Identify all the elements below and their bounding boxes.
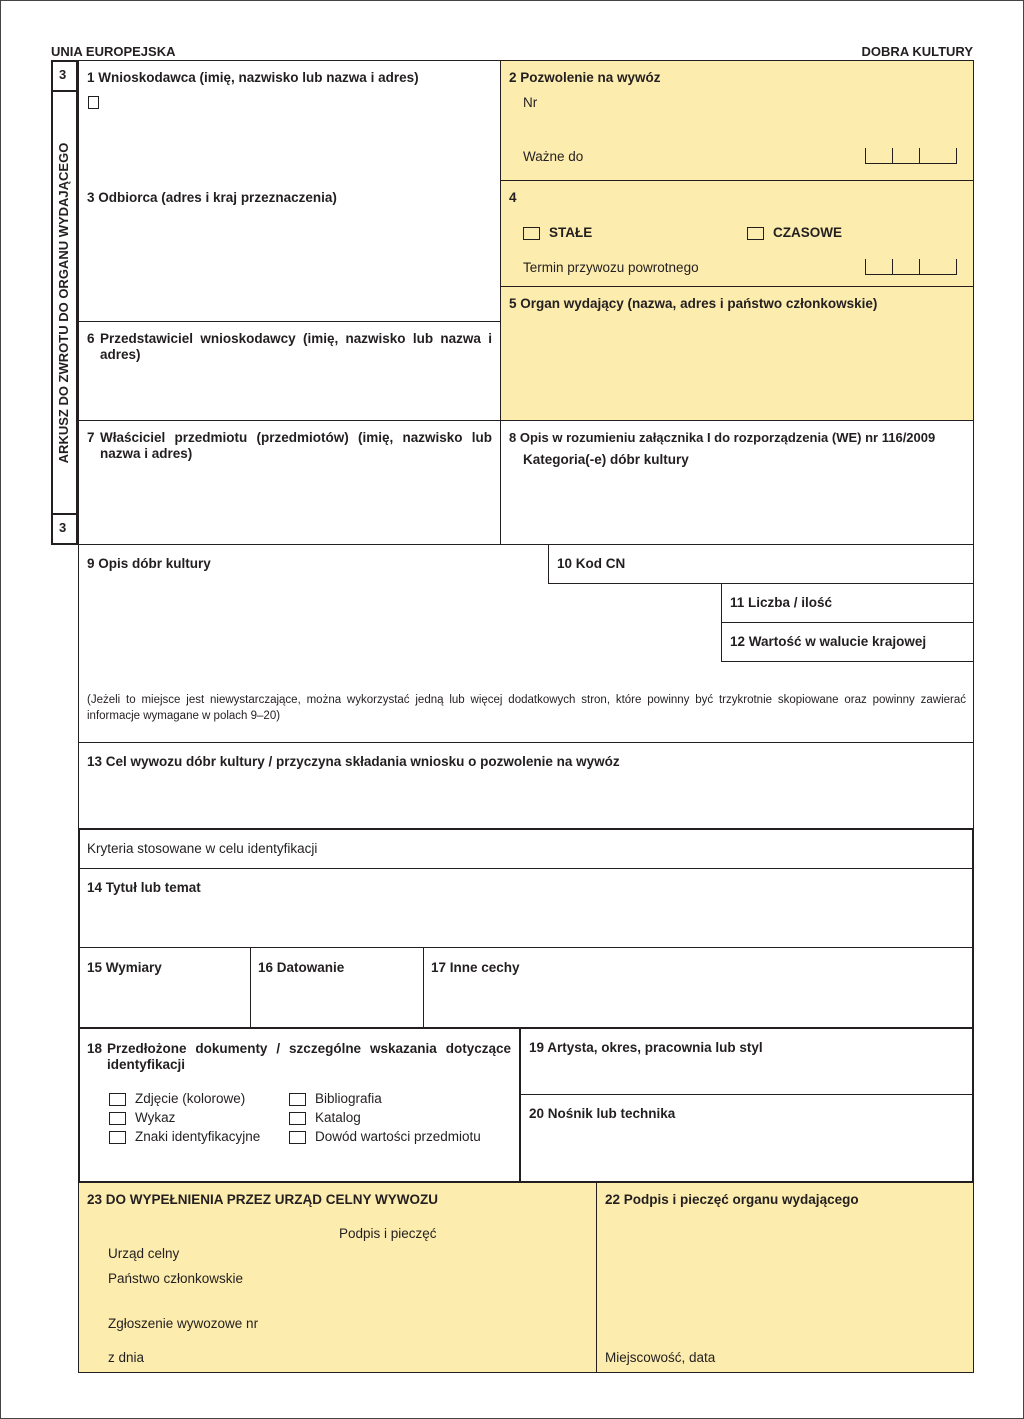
valid-until-date-field[interactable]	[865, 148, 957, 164]
field-5-label: 5 Organ wydający (nazwa, adres i państwo członkowskie)	[509, 296, 878, 311]
copy-number-bottom: 3	[59, 520, 67, 535]
field-13-label: 13 Cel wywozu dóbr kultury / przyczyna składania wniosku o pozwolenie na wywóz	[87, 754, 620, 769]
field-2-valid: Ważne do	[523, 149, 584, 164]
field-19-label: 19 Artysta, okres, pracownia lub styl	[529, 1040, 763, 1055]
field-23-label: 23 DO WYPEŁNIENIA PRZEZ URZĄD CELNY WYWOZU	[87, 1192, 439, 1207]
field-2-label: 2 Pozwolenie na wywóz	[509, 70, 661, 85]
return-date-field[interactable]	[865, 259, 957, 275]
customs-office-label: Urząd celny	[108, 1246, 180, 1261]
field-1-marker[interactable]	[88, 96, 99, 109]
photo-label: Zdjęcie (kolorowe)	[135, 1091, 246, 1106]
field-4-label: 4	[509, 190, 517, 205]
marks-label: Znaki identyfikacyjne	[135, 1129, 261, 1144]
marks-checkbox[interactable]	[109, 1131, 126, 1144]
proof-checkbox[interactable]	[289, 1131, 306, 1144]
declaration-date-label: z dnia	[108, 1350, 145, 1365]
field-20-label: 20 Nośnik lub technika	[529, 1106, 676, 1121]
vertical-label: ARKUSZ DO ZWROTU DO ORGANU WYDAJĄCEGO	[56, 142, 71, 464]
field-6-num: 6	[87, 331, 95, 346]
list-label: Wykaz	[135, 1110, 176, 1125]
field-11-label: 11 Liczba / ilość	[730, 595, 833, 610]
place-date-label: Miejscowość, data	[605, 1350, 716, 1365]
return-date-label: Termin przywozu powrotnego	[523, 260, 699, 275]
proof-label: Dowód wartości przedmiotu	[315, 1129, 481, 1144]
member-state-label: Państwo członkowskie	[108, 1271, 244, 1286]
field-17-label: 17 Inne cechy	[431, 960, 520, 975]
bibliography-label: Bibliografia	[315, 1091, 382, 1106]
field-2-nr: Nr	[523, 95, 538, 110]
criteria-label: Kryteria stosowane w celu identyfikacji	[87, 841, 318, 856]
field-10-label: 10 Kod CN	[557, 556, 626, 571]
field-22-label: 22 Podpis i pieczęć organu wydającego	[605, 1192, 859, 1207]
header-left: UNIA EUROPEJSKA	[51, 44, 176, 59]
field-7-num: 7	[87, 430, 95, 445]
field-3-label: 3 Odbiorca (adres i kraj przeznaczenia)	[87, 190, 337, 205]
copy-number-top: 3	[59, 67, 67, 82]
field-8-sub: Kategoria(-e) dóbr kultury	[523, 452, 689, 467]
field-12-label: 12 Wartość w walucie krajowej	[730, 634, 927, 649]
field-16-label: 16 Datowanie	[258, 960, 345, 975]
export-declaration-label: Zgłoszenie wywozowe nr	[108, 1316, 259, 1331]
field-15-label: 15 Wymiary	[87, 960, 162, 975]
temporary-label: CZASOWE	[773, 225, 842, 240]
catalogue-checkbox[interactable]	[289, 1112, 306, 1125]
field-9-label: 9 Opis dóbr kultury	[87, 556, 211, 571]
space-note: (Jeżeli to miejsce jest niewystarczające, można wykorzystać jedną lub więcej dodatkowych stron, które powinny być trzykrotnie skopiowane oraz powinny zawierać informacje wymagane w polach 9–20)	[87, 694, 966, 722]
field-18-num: 18	[87, 1041, 103, 1056]
permanent-checkbox[interactable]	[523, 227, 540, 240]
field-18-label: Przedłożone dokumenty / szczególne wskazania dotyczące identyfikacji	[107, 1041, 511, 1072]
photo-checkbox[interactable]	[109, 1093, 126, 1106]
catalogue-label: Katalog	[315, 1110, 361, 1125]
field-1-label: 1 Wnioskodawca (imię, nazwisko lub nazwa i adres)	[87, 70, 419, 85]
permanent-label: STAŁE	[549, 225, 593, 240]
field-8-label: 8 Opis w rozumieniu załącznika I do rozporządzenia (WE) nr 116/2009	[509, 430, 936, 445]
header-right: DOBRA KULTURY	[861, 44, 973, 59]
field-6-label: Przedstawiciel wnioskodawcy (imię, nazwisko lub nazwa i adres)	[100, 331, 492, 362]
field-14-label: 14 Tytuł lub temat	[87, 880, 201, 895]
temporary-checkbox[interactable]	[747, 227, 764, 240]
field-23-signature: Podpis i pieczęć	[339, 1226, 437, 1241]
field-7-label: Właściciel przedmiotu (przedmiotów) (imię, nazwisko lub nazwa i adres)	[100, 430, 492, 461]
list-checkbox[interactable]	[109, 1112, 126, 1125]
bibliography-checkbox[interactable]	[289, 1093, 306, 1106]
